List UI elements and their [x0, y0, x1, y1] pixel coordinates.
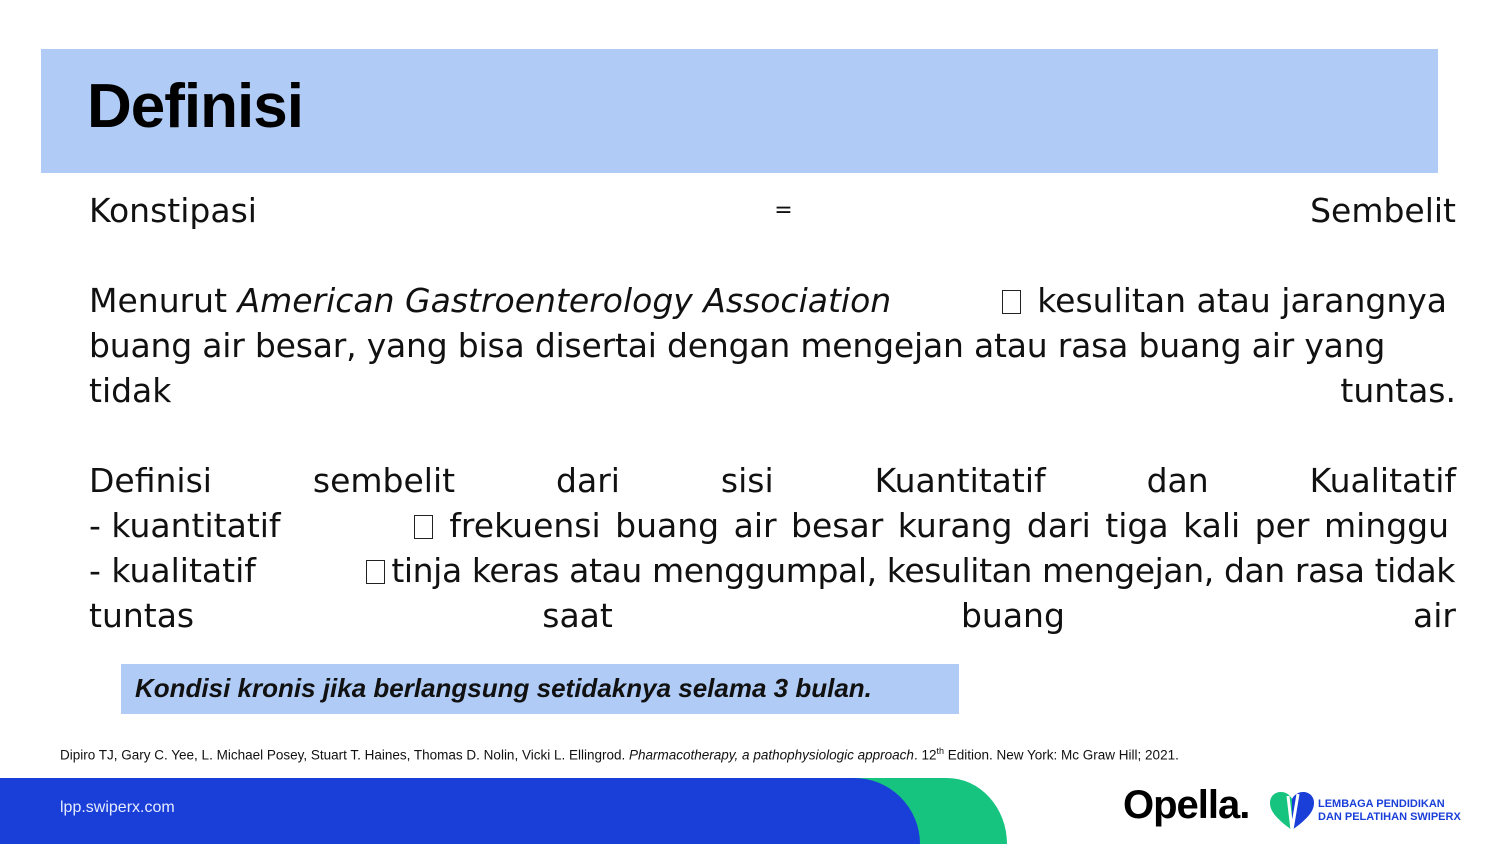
continuation-word: tuntas: [89, 596, 195, 635]
qualitative-continuation: [89, 593, 1456, 638]
opella-logo: Opella.: [1123, 783, 1250, 827]
term-sembelit: Sembelit: [1310, 191, 1456, 230]
reference-authors: Dipiro TJ, Gary C. Yee, L. Michael Posey, Stuart T. Haines, Thomas D. Nolin, Vicki L. Ellingrod.: [60, 747, 629, 763]
quantitative-text: frekuensi buang air besar kurang dari tiga kali per minggu: [449, 506, 1449, 545]
footer-url-link[interactable]: lpp.swiperx.com: [60, 799, 175, 816]
logo-line1: LEMBAGA PENDIDIKAN: [1318, 798, 1445, 810]
equals-sign: =: [774, 198, 793, 223]
callout-box: [121, 664, 959, 714]
qualitative-line: [89, 548, 1455, 593]
paragraph1-rest: kesulitan atau jarangnya: [1037, 281, 1447, 320]
heading-word: sisi: [720, 461, 774, 500]
heading-word: Kualitatif: [1309, 461, 1456, 500]
quantitative-label: - kuantitatif: [89, 506, 281, 545]
swiperx-logo-text: [1318, 798, 1461, 824]
paragraph1-tuntas: tuntas.: [1340, 371, 1456, 410]
continuation-word: saat: [542, 596, 613, 635]
heading-word: Kuantitatif: [874, 461, 1046, 500]
callout-text: Kondisi kronis jika berlangsung setidaknya selama 3 bulan.: [135, 673, 872, 703]
org-name: American Gastroenterology Association: [237, 281, 892, 320]
title-band: [41, 49, 1438, 173]
reference-edition: . 12: [913, 747, 937, 763]
reference-tail: Edition. New York: Mc Graw Hill; 2021.: [943, 747, 1179, 763]
heading-word: sembelit: [312, 461, 456, 500]
arrow-symbol-icon: [366, 560, 385, 584]
heading-word: dan: [1146, 461, 1209, 500]
heading-word: Definisi: [89, 461, 212, 500]
term-konstipasi: Konstipasi: [89, 191, 257, 230]
arrow-symbol-icon: [1002, 290, 1021, 314]
paragraph2-heading: [89, 458, 1456, 503]
definition-line: [89, 188, 1456, 233]
paragraph1-line2: [89, 323, 1449, 368]
heading-word: dari: [556, 461, 620, 500]
reference: [60, 746, 1179, 763]
logo-line2: DAN PELATIHAN SWIPERX: [1318, 811, 1461, 823]
paragraph1-line3: [89, 368, 1456, 413]
continuation-word: buang: [960, 596, 1065, 635]
swiperx-heart-icon: [1268, 790, 1316, 832]
arrow-symbol-icon: [414, 515, 433, 539]
page-title: Definisi: [87, 72, 303, 141]
paragraph1-tidak: tidak: [89, 371, 172, 410]
qualitative-label: - kualitatif: [89, 551, 256, 590]
quantitative-line: [89, 503, 1449, 548]
reference-book: Pharmacotherapy, a pathophysiologic approach: [629, 747, 914, 763]
continuation-word: air: [1413, 596, 1456, 635]
paragraph1-line2-text: buang air besar, yang bisa disertai dengan mengejan atau rasa buang air yang: [89, 326, 1386, 365]
qualitative-text: tinja keras atau menggumpal, kesulitan mengejan, dan rasa tidak: [391, 551, 1455, 590]
intro-text: Menurut: [89, 281, 238, 320]
paragraph1-line1: [89, 278, 1447, 323]
reference-edition-sup: th: [936, 746, 944, 756]
